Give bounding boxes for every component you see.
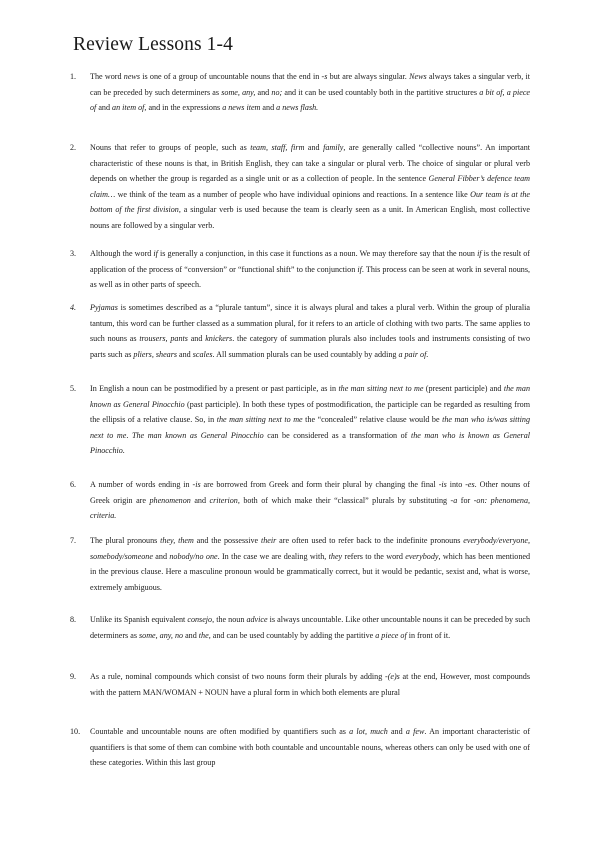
italic-text-run: a lot, much — [349, 727, 388, 736]
text-run: are borrowed from Greek and form their plural by changing the final — [200, 480, 439, 489]
list-item-9 — [70, 669, 530, 700]
text-run: always takes a singular verb, it can be preceded by such determiners as — [90, 72, 531, 97]
italic-text-run: they — [328, 551, 343, 561]
italic-text-run: knickers — [205, 334, 233, 344]
text-run: is the result of application of the process of “conversion” or “functional shift” to the conjunction — [90, 249, 531, 274]
list-item-2 — [70, 140, 531, 234]
text-run: and — [255, 87, 272, 97]
italic-text-run: some, any, — [221, 87, 256, 97]
text-run: and — [96, 103, 113, 113]
page-title: Review Lessons 1-4 — [73, 34, 233, 55]
text-run: and — [387, 727, 406, 736]
italic-text-run: -s — [321, 72, 328, 81]
text-run: . All summation plurals can be used countably by adding — [212, 349, 399, 359]
italic-text-run: a news item — [222, 103, 261, 113]
italic-text-run: pliers, shears — [133, 349, 178, 359]
italic-text-run: -on: phenomena, criteria. — [90, 495, 531, 521]
italic-text-run: everybody/everyone, somebody/someone — [90, 536, 530, 561]
text-run: can be considered as a transformation of — [263, 430, 411, 440]
text-run: refers to the word — [342, 551, 406, 561]
text-run: for — [457, 495, 474, 505]
italic-text-run: consejo — [187, 615, 213, 624]
text-run: Nouns that refer to groups of people, such as — [90, 143, 251, 152]
text-run: , the noun — [212, 615, 247, 624]
italic-text-run: an item of — [112, 103, 145, 113]
item-number: 4. — [70, 303, 77, 312]
italic-text-run: News — [409, 72, 427, 81]
list-item-6 — [70, 477, 531, 524]
italic-text-run: no; — [271, 87, 283, 97]
italic-text-run: the man sitting next to me — [338, 384, 424, 393]
text-run: In English a noun can be postmodified by a present or past participle, as in — [90, 384, 339, 393]
italic-text-run: -is — [192, 480, 201, 489]
text-run: is always uncountable. Like other uncountable nouns it can be preceded by such determiners as — [90, 615, 530, 640]
text-run: . An important characteristic of quantifiers is that some of them can combine with both countable and uncountable nouns, whereas others can only be used with one of these categories. Within this last group — [90, 727, 531, 768]
text-run: and — [152, 551, 170, 561]
text-run: . the category of summation plurals also includes tools and instruments consisting of two parts such as — [90, 334, 530, 359]
text-run: . This process can be seen at work in several nouns, as well as in other parts of speech. — [90, 264, 530, 290]
italic-text-run: their — [261, 536, 277, 545]
text-run: and — [187, 334, 206, 344]
italic-text-run: a bit of, a piece of — [90, 87, 530, 113]
list-item-3 — [70, 246, 531, 293]
item-number: 6. — [70, 480, 77, 489]
text-run: , and in the expressions — [144, 103, 223, 113]
italic-text-run: scales — [192, 349, 213, 359]
italic-text-run: a pair of. — [398, 349, 429, 359]
italic-text-run: Pyjamas — [90, 303, 118, 312]
text-run: (past participle). In both these types of postmodification, the participle can be regarded as resulting from the ellipsis of a relative clause. So, in — [90, 399, 531, 425]
text-run: and — [304, 143, 324, 152]
list-item-4 — [70, 300, 530, 362]
italic-text-run: phenomenon — [149, 495, 191, 505]
italic-text-run: General Fibber’s defence team claim… — [90, 174, 531, 199]
list-item-7 — [70, 533, 531, 595]
text-run: the “concealed” relative clause would be — [302, 415, 443, 425]
text-run: we think of the team as a number of people who have individual opinions and reactions. In a sentence like — [115, 189, 471, 199]
text-run: A number of words ending in — [90, 480, 193, 489]
italic-text-run: nobody/no one — [169, 551, 218, 561]
text-run: in front of it. — [406, 630, 451, 640]
list-item-1 — [70, 69, 531, 116]
item-number: 8. — [70, 615, 77, 624]
text-run: is sometimes described as a “plurale tantum”, since it is always plural and takes a plural verb. Within the group of pluralia tantum, this word can be further classed as a summation plural, for it refers to an article of clothing with two parts. The same applies to such nouns as — [90, 303, 530, 344]
italic-text-run: Our team is at the bottom of the first division — [90, 189, 530, 215]
italic-text-run: -a — [450, 495, 458, 505]
text-run: and it can be used countably both in the partitive structures — [282, 87, 480, 97]
text-run: Unlike its Spanish equivalent — [90, 615, 188, 624]
italic-text-run: if — [477, 249, 482, 258]
text-run: , a singular verb is used because the team is clearly seen as a unit. In American English, most collective nouns are followed by a singular verb. — [90, 205, 530, 230]
text-run: . Other nouns of Greek origin are — [90, 480, 530, 505]
text-run: , which has been mentioned in the previous clause. Here a masculine pronoun would be grammatically correct, but it would be pedantic, sexist and, what is worse, extremely ambiguous. — [90, 551, 531, 592]
italic-text-run: news — [123, 72, 140, 81]
italic-text-run: a news flash. — [276, 103, 319, 113]
list-item-10 — [70, 724, 531, 771]
italic-text-run: some, any, no — [139, 630, 184, 640]
list-item-5 — [70, 381, 531, 459]
text-run: Countable and uncountable nouns are often modified by quantifiers such as — [90, 727, 350, 736]
text-run: is generally a conjunction, in this case it functions as a noun. We may therefore say that the noun — [157, 249, 478, 258]
text-run: . — [126, 430, 132, 440]
italic-text-run: the man who is known as General Pinocchio. — [90, 430, 531, 456]
italic-text-run: the man who is/was sitting next to me — [90, 415, 530, 440]
text-run: and the possessive — [193, 536, 262, 545]
italic-text-run: if — [153, 249, 158, 258]
italic-text-run: they, them — [160, 536, 194, 545]
text-run: but are always singular. — [327, 72, 410, 81]
italic-text-run: everybody — [405, 551, 439, 561]
italic-text-run: a piece of — [375, 630, 407, 640]
italic-text-run: family — [323, 143, 344, 152]
text-run: , and can be used countably by adding the partitive — [208, 630, 376, 640]
text-run: are often used to refer back to the indefinite pronouns — [276, 536, 464, 545]
italic-text-run: the — [198, 630, 209, 640]
item-number: 7. — [70, 536, 77, 545]
italic-text-run: the man sitting next to me — [216, 415, 303, 425]
italic-text-run: if — [357, 264, 362, 274]
text-run: and — [177, 349, 193, 359]
italic-text-run: -(e)s — [385, 672, 400, 681]
item-number: 10. — [70, 727, 81, 736]
text-run: is one of a group of uncountable nouns that the end in — [139, 72, 322, 81]
text-run: . In the case we are dealing with, — [217, 551, 329, 561]
italic-text-run: trousers, pants — [139, 334, 188, 344]
text-run: and — [183, 630, 199, 640]
italic-text-run: The man known as General Pinocchio — [131, 430, 264, 440]
italic-text-run: the man known as General Pinocchio — [90, 384, 530, 409]
text-run: (present participle) and — [423, 384, 504, 393]
text-run: As a rule, nominal compounds which consist of two nouns form their plurals by adding — [90, 672, 385, 681]
text-run: The plural pronouns — [90, 536, 161, 545]
text-run: at the end, However, most compounds with the pattern MAN/WOMAN + NOUN have a plural form in which both elements are plural — [90, 672, 530, 697]
italic-text-run: criterion — [209, 495, 238, 505]
italic-text-run: team, staff, firm — [250, 143, 305, 152]
italic-text-run: advice — [246, 615, 268, 624]
text-run: into — [446, 480, 466, 489]
item-number: 2. — [70, 143, 77, 152]
item-number: 3. — [70, 249, 77, 258]
italic-text-run: -is — [438, 480, 447, 489]
list-item-8 — [70, 612, 530, 643]
text-run: The word — [90, 72, 124, 81]
text-run: , are generally called “collective nouns”. An important characteristic of these nouns is that, in British English, they can take a singular or plural verb. The choice of singular or plural verb depends on whether the group is regarded as a single unit or as a collection of people. In the sentence — [90, 143, 531, 184]
italic-text-run: a few — [405, 727, 425, 736]
text-run: and — [190, 495, 210, 505]
item-number: 5. — [70, 384, 77, 393]
text-run: , both of which make their “classical” plurals by substituting — [237, 495, 451, 505]
italic-text-run: -es — [465, 480, 475, 489]
item-number: 9. — [70, 672, 77, 681]
text-run: and — [260, 103, 277, 113]
text-run: Although the word — [90, 249, 154, 258]
item-number: 1. — [70, 72, 77, 81]
